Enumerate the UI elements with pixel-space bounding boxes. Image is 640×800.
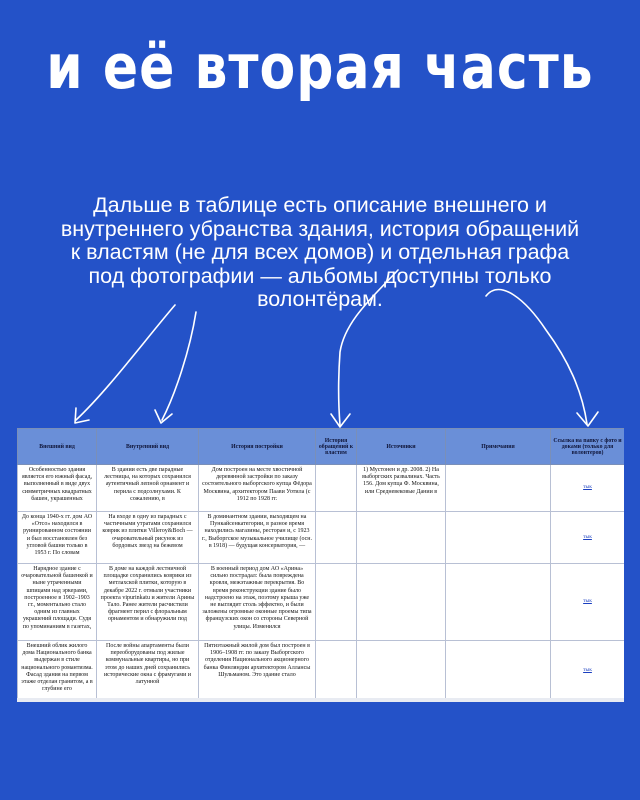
photo-folder-link[interactable]: тык bbox=[583, 533, 592, 540]
cell-interior: В доме на каждой лестничной площадке сохранились коврики из метлахской плитки, которую в декабре 2022 г. отмыли участники проекта vipurinkatu и жители Арины Тало. Ранее жители расчистили фрагмент перил с флоральным орнаментом и обнаружили под bbox=[97, 564, 199, 641]
arrow-to-exterior bbox=[76, 305, 175, 420]
cell-photo-link bbox=[551, 564, 625, 641]
arrowhead-appeals bbox=[331, 414, 350, 427]
cell-appeals bbox=[316, 512, 357, 564]
header-exterior: Внешний вид bbox=[18, 429, 97, 465]
cell-photo-link bbox=[551, 512, 625, 564]
photo-folder-link[interactable]: тык bbox=[583, 598, 592, 605]
cell-notes bbox=[446, 465, 551, 512]
cell-sources bbox=[357, 564, 446, 641]
table-bottom-edge bbox=[17, 698, 624, 702]
cell-appeals bbox=[316, 564, 357, 641]
arrow-to-interior bbox=[162, 312, 196, 420]
cell-notes bbox=[446, 641, 551, 701]
cell-photo-link bbox=[551, 465, 625, 512]
header-history: История постройки bbox=[199, 429, 316, 465]
table-row bbox=[18, 512, 625, 564]
cell-sources bbox=[357, 512, 446, 564]
cell-interior: После войны апартаменты были переоборудованы под жилые коммунальные квартиры, но при этом до наших дней сохранились исторические окна с фрамугами и латунной bbox=[97, 641, 199, 701]
header-appeals: История обращений к властям bbox=[316, 429, 357, 465]
cell-exterior: Особенностью здания является его южный фасад, выполненный в виде двух симметричных квадратных башен, украшенных bbox=[18, 465, 97, 512]
table-row bbox=[18, 641, 625, 701]
cell-sources bbox=[357, 641, 446, 701]
buildings-table bbox=[17, 428, 624, 701]
header-notes: Примечания bbox=[446, 429, 551, 465]
arrowhead-exterior bbox=[75, 408, 89, 423]
cell-exterior: Нарядное здание с очаровательной башенкой и ныне утраченными шпицами над эркерами, построенное в 1902–1903 гг., моментально стало одним из главных украшений площади. Судя по упоминаниям в газетах, bbox=[18, 564, 97, 641]
cell-notes bbox=[446, 512, 551, 564]
cell-history: В военный период дом АО «Арина» сильно пострадал: была повреждена кровля, межэтажные перекрытия. Во время реконструкции здание было надстроено на этаж, поэтому крыша уже не выглядит столь эффектно, и были заложены огромные оконные проемы типа французских окон со стороны Северной улицы. Изменился bbox=[199, 564, 316, 641]
cell-sources: 1) Мустонен и др. 2008. 2) На выборгских развалинах. Часть 156. Дом купца Ф. Москвина, или Средневековые Дании в bbox=[357, 465, 446, 512]
spreadsheet-screenshot bbox=[17, 428, 624, 701]
cell-appeals bbox=[316, 641, 357, 701]
cell-history: В доминантном здании, выходящем на Пункайсенкатегории, в разное время находились магазины, ресторан и, с 1923 г., Выборгское музыкальное училище (осн. в 1918) — будущая консерватория, — bbox=[199, 512, 316, 564]
cell-history: Дом построен на месте хвостичной деревянной застройки по заказу состоятельного выборгского купца Фёдора Москвина, архитектором Паави Уотила (с 1912 по 1928 гг. bbox=[199, 465, 316, 512]
table-row bbox=[18, 564, 625, 641]
cell-history: Пятиэтажный жилой дом был построен в 1906–1908 гг. по заказу Выборгского отделения Национального акционерного банка Финляндии архитектором Аллансы Шульманом. Это здание стало bbox=[199, 641, 316, 701]
arrowhead-interior bbox=[155, 410, 172, 423]
cell-exterior: До конца 1940-х гг. дом АО «Отсо» находился в руинированном состоянии и был восстановлен без угловой башни только в 1953 г. По словам bbox=[18, 512, 97, 564]
cell-interior: На входе в одну из парадных с частичными утратами сохранился коврик из плитки Villeroy&Boch — очаровательный рисунок из бордовых звезд на бежевом bbox=[97, 512, 199, 564]
photo-folder-link[interactable]: тык bbox=[583, 484, 592, 491]
cell-notes bbox=[446, 564, 551, 641]
arrowhead-photos bbox=[577, 412, 598, 426]
table-row bbox=[18, 465, 625, 512]
description-text: Дальше в таблице есть описание внешнего и внутреннего убранства здания, история обращений к властям (не для всех домов) и отдельная графа под фотографии — альбомы доступны только волонтёрам. bbox=[60, 193, 580, 311]
page-title: и её вторая часть bbox=[46, 32, 594, 104]
cell-exterior: Внешний облик жилого дома Национального банка выдержан в стиле национального романтизма. Фасад здания на первом этаже отделан гранитом, а в глубине его bbox=[18, 641, 97, 701]
photo-folder-link[interactable]: тык bbox=[583, 666, 592, 673]
header-interior: Внутренний вид bbox=[97, 429, 199, 465]
header-photo-link: Ссылка на папку с фото и доками (только для волонтеров) bbox=[551, 429, 625, 465]
cell-photo-link bbox=[551, 641, 625, 701]
header-sources: Источники bbox=[357, 429, 446, 465]
cell-interior: В здании есть две парадные лестницы, на которых сохранился аутентичный лепной орнамент и перила с подсолнухами. К сожалению, в bbox=[97, 465, 199, 512]
cell-appeals bbox=[316, 465, 357, 512]
table-header-row bbox=[18, 429, 625, 465]
